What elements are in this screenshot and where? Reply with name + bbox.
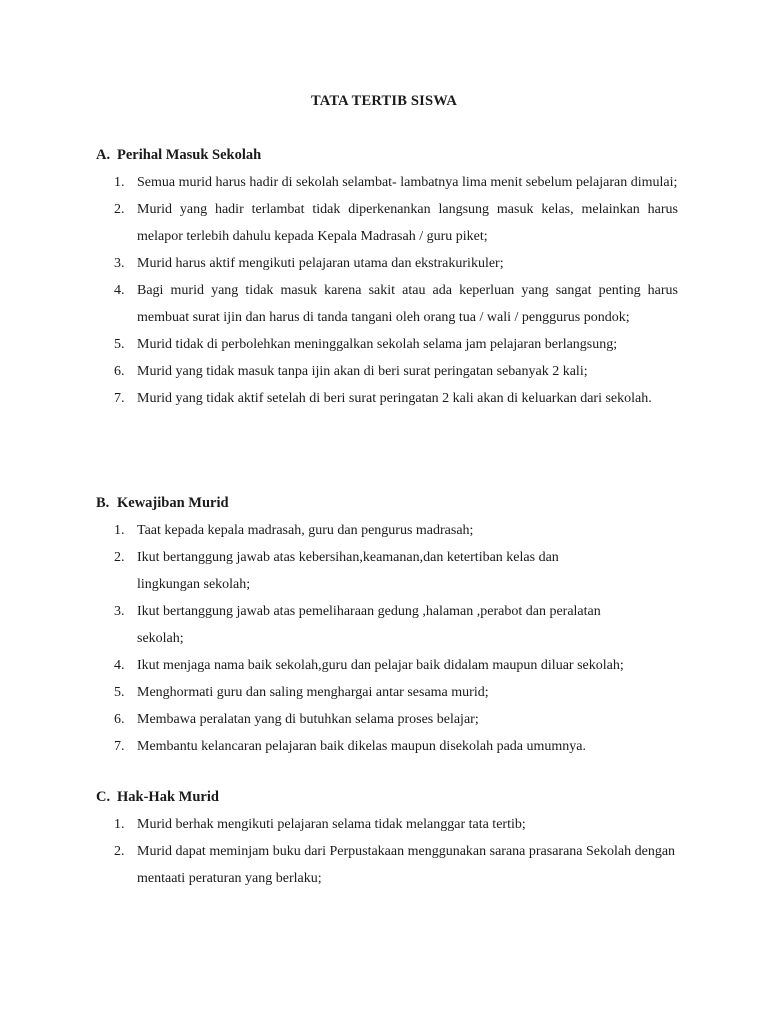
item-number: 1.	[114, 817, 125, 832]
section-title: Kewajiban Murid	[117, 495, 229, 511]
item-text: Murid tidak di perbolehkan meninggalkan sekolah selama jam pelajaran berlangsung;	[137, 337, 618, 352]
section-heading	[96, 490, 678, 517]
list-item	[96, 811, 678, 838]
section-letter: A.	[96, 147, 111, 163]
list-item	[96, 358, 678, 385]
section-letter: B.	[96, 495, 110, 511]
item-number: 2.	[114, 550, 125, 565]
section-title: Hak-Hak Murid	[117, 789, 219, 805]
item-text: Ikut bertanggung jawab atas pemeliharaan gedung ,halaman ,perabot dan peralatan sekolah;	[137, 604, 601, 646]
item-number: 3.	[114, 604, 125, 619]
item-number: 2.	[114, 844, 125, 859]
list-item	[96, 169, 678, 196]
item-number: 6.	[114, 712, 125, 727]
list-item	[96, 544, 617, 598]
section-perihal-masuk-sekolah	[96, 142, 678, 412]
list-item	[96, 277, 678, 331]
item-text: Ikut bertanggung jawab atas kebersihan,keamanan,dan ketertiban kelas dan lingkungan sekolah;	[137, 550, 559, 592]
section-letter: C.	[96, 789, 111, 805]
item-number: 3.	[114, 256, 125, 271]
item-number: 1.	[114, 523, 125, 538]
list-item	[96, 733, 719, 760]
list-item	[96, 652, 719, 679]
list-item	[96, 331, 678, 358]
list-item	[96, 706, 626, 733]
document-title: TATA TERTIB SISWA	[310, 93, 458, 109]
item-number: 6.	[114, 364, 125, 379]
item-text: Membawa peralatan yang di butuhkan selama proses belajar;	[137, 712, 479, 727]
item-text: Murid dapat meminjam buku dari Perpustakaan menggunakan sarana prasarana Sekolah dengan mentaati peraturan yang berlaku;	[137, 844, 676, 886]
rule-list	[96, 517, 626, 760]
list-item	[96, 250, 678, 277]
list-item	[96, 598, 637, 652]
item-number: 4.	[114, 283, 125, 298]
item-text: Murid yang tidak aktif setelah di beri surat peringatan 2 kali akan di keluarkan dari sekolah.	[137, 391, 652, 406]
rule-list	[96, 811, 678, 892]
item-text: Ikut menjaga nama baik sekolah,guru dan pelajar baik didalam maupun diluar sekolah;	[137, 658, 624, 673]
list-item	[96, 196, 678, 250]
item-number: 1.	[114, 175, 125, 190]
list-item	[96, 385, 678, 412]
item-number: 2.	[114, 202, 125, 217]
item-text: Murid berhak mengikuti pelajaran selama tidak melanggar tata tertib;	[137, 817, 526, 832]
item-text: Semua murid harus hadir di sekolah selambat- lambatnya lima menit sebelum pelajaran dimulai;	[137, 175, 678, 190]
item-text: Membantu kelancaran pelajaran baik dikelas maupun disekolah pada umumnya.	[137, 739, 587, 754]
list-item	[96, 838, 678, 892]
section-heading	[96, 142, 678, 169]
item-number: 5.	[114, 685, 125, 700]
list-item	[96, 679, 626, 706]
item-number: 7.	[114, 739, 125, 754]
section-heading	[96, 784, 678, 811]
item-text: Murid yang tidak masuk tanpa ijin akan di beri surat peringatan sebanyak 2 kali;	[137, 364, 588, 379]
item-number: 4.	[114, 658, 125, 673]
item-text: Murid yang hadir terlambat tidak diperkenankan langsung masuk kelas, melainkan harus melapor terlebih dahulu kepada Kepala Madrasah / guru piket;	[137, 202, 678, 244]
item-text: Taat kepada kepala madrasah, guru dan pengurus madrasah;	[137, 523, 474, 538]
item-text: Bagi murid yang tidak masuk karena sakit atau ada keperluan yang sangat penting harus membuat surat ijin dan harus di tanda tangani oleh orang tua / wali / penggurus pondok;	[137, 283, 678, 325]
section-kewajiban-murid	[96, 490, 678, 760]
item-number: 5.	[114, 337, 125, 352]
item-text: Menghormati guru dan saling menghargai antar sesama murid;	[137, 685, 489, 700]
section-hak-hak-murid	[96, 784, 678, 892]
list-item	[96, 517, 626, 544]
rule-list	[96, 169, 678, 412]
section-title: Perihal Masuk Sekolah	[117, 147, 262, 163]
item-number: 7.	[114, 391, 125, 406]
item-text: Murid harus aktif mengikuti pelajaran utama dan ekstrakurikuler;	[137, 256, 504, 271]
